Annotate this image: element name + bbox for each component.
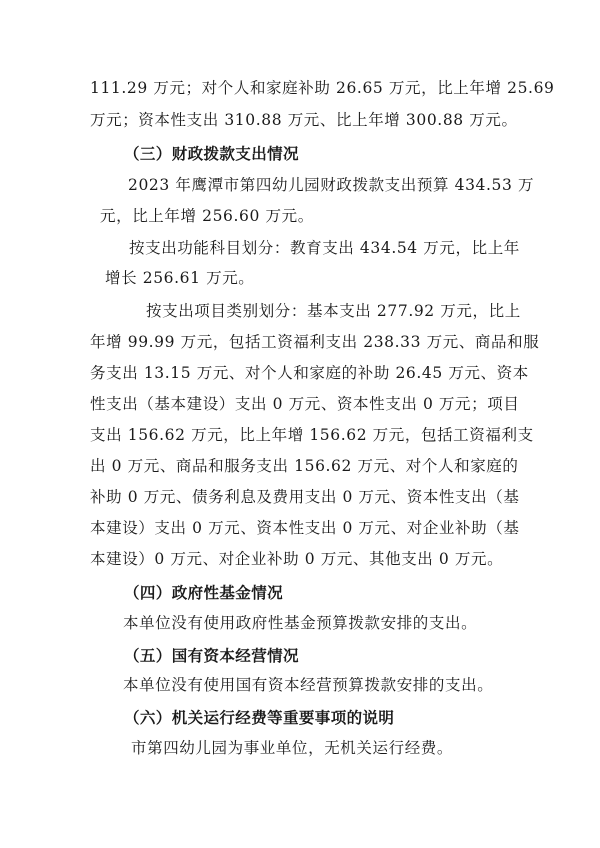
body-line-16: 本建设）0 万元、对企业补助 0 万元、其他支出 0 万元。 [90, 550, 504, 568]
body-line-7: 增长 256.61 万元。 [105, 269, 255, 287]
body-line-13: 出 0 万元、商品和服务支出 156.62 万元、对个人和家庭的 [90, 457, 519, 475]
body-line-18: 本单位没有使用国有资本经营预算拨款安排的支出。 [123, 676, 494, 694]
section-heading-4: （四）政府性基金情况 [124, 584, 284, 602]
body-line-9: 年增 99.99 万元，包括工资福利支出 238.33 万元、商品和服 [90, 333, 540, 351]
body-line-12: 支出 156.62 万元，比上年增 156.62 万元，包括工资福利支 [90, 426, 534, 444]
section-heading-6: （六）机关运行经费等重要事项的说明 [124, 709, 395, 727]
body-line-8: 按支出项目类别划分：基本支出 277.92 万元，比上 [146, 302, 521, 320]
body-line-5: 元，比上年增 256.60 万元。 [100, 207, 314, 225]
body-line-19: 市第四幼儿园为事业单位，无机关运行经费。 [131, 739, 454, 757]
body-line-17: 本单位没有使用政府性基金预算拨款安排的支出。 [123, 614, 478, 632]
body-line-10: 务支出 13.15 万元、对个人和家庭的补助 26.45 万元、资本 [90, 364, 529, 382]
body-line-4: 2023 年鹰潭市第四幼儿园财政拨款支出预算 434.53 万 [128, 176, 535, 194]
section-heading-3: （三）财政拨款支出情况 [124, 145, 299, 163]
section-heading-5: （五）国有资本经营情况 [124, 647, 299, 665]
body-line-2: 万元；资本性支出 310.88 万元、比上年增 300.88 万元。 [90, 111, 518, 129]
body-line-6: 按支出功能科目划分：教育支出 434.54 万元，比上年 [129, 239, 520, 257]
body-line-11: 性支出（基本建设）支出 0 万元、资本性支出 0 万元；项目 [90, 395, 520, 413]
body-line-15: 本建设）支出 0 万元、资本性支出 0 万元、对企业补助（基 [90, 519, 520, 537]
body-line-1: 111.29 万元；对个人和家庭补助 26.65 万元，比上年增 25.69 [90, 79, 555, 97]
body-line-14: 补助 0 万元、债务利息及费用支出 0 万元、资本性支出（基 [90, 488, 520, 506]
